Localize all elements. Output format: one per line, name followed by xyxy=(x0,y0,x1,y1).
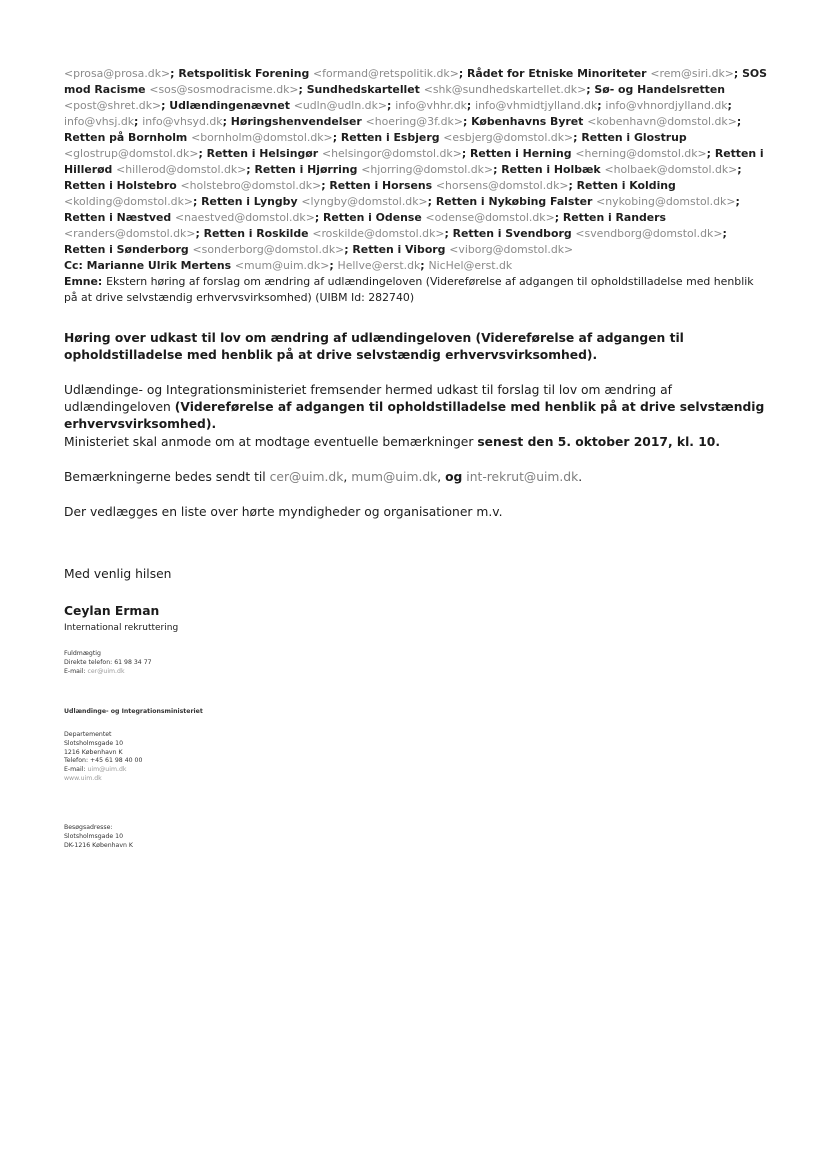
paragraph-deadline xyxy=(64,434,776,451)
recipient-name: Retten i Svendborg xyxy=(452,227,572,240)
recipient-email[interactable]: <shk@sundhedskartellet.dk> xyxy=(423,83,587,96)
recipient-name: Retten i Sønderborg xyxy=(64,243,189,256)
ministry-phone xyxy=(64,757,142,766)
paragraph-intro xyxy=(64,382,776,433)
recipient-email[interactable]: <post@shret.dk> xyxy=(64,99,162,112)
recipient-email[interactable]: info@vhsj.dk xyxy=(64,115,135,128)
intro-text: Udlændinge- og Integrationsministeriet fremsender hermed udkast til forslag til lov om ændring af udlændingeloven xyxy=(64,383,672,414)
cc-email[interactable]: Hellve@erst.dk xyxy=(337,259,421,272)
deadline-text: Ministeriet skal anmode om at modtage eventuelle bemærkninger xyxy=(64,435,474,449)
ministry-email xyxy=(64,766,142,775)
cc-label: Cc: xyxy=(64,259,83,272)
letter-heading: Høring over udkast til lov om ændring af udlændingeloven (Videreførelse af adgangen til opholdstilladelse med henblik på at drive selvstændig erhvervsvirksomhed). xyxy=(64,331,684,362)
recipient-list: <prosa@prosa.dk>; Retspolitisk Forening <formand@retspolitik.dk>; Rådet for Etniske Minoriteter <rem@siri.dk>; SOS mod Racisme <sos@sosmodracisme.dk>; Sundhedskartellet <shk@sundhedskartellet.dk>; Sø- og Handelsretten <post@shret.dk>; Udlændingenævnet <udln@udln.dk>; info@vhhr.dk; info@vhmidtjylland.dk; info@vhnordjylland.dk; info@vhsj.dk; info@vhsyd.dk; Høringshenvendelser <hoering@3f.dk>; Københavns Byret <kobenhavn@domstol.dk>; Retten på Bornholm <bornholm@domstol.dk>; Retten i Esbjerg <esbjerg@domstol.dk>; Retten i Glostrup <glostrup@domstol.dk>; Retten i Helsingør <helsingor@domstol.dk>; Retten i Herning <herning@domstol.dk>; Retten i Hillerød <hillerod@domstol.dk>; Retten i Hjørring <hjorring@domstol.dk>; Retten i Holbæk <holbaek@domstol.dk>; Retten i Holstebro <holstebro@domstol.dk>; Retten i Horsens <horsens@domstol.dk>; Retten i Kolding <kolding@domstol.dk>; Retten i Lyngby <lyngby@domstol.dk>; Retten i Nykøbing Falster <nykobing@domstol.dk>; Retten i Næstved <naestved@domstol.dk>; Retten i Odense <odense@domstol.dk>; Retten i Randers <randers@domstol.dk>; Retten i Roskilde <roskilde@domstol.dk>; Retten i Svendborg <svendborg@domstol.dk>; Retten i Sønderborg <sonderborg@domstol.dk>; Retten i Viborg <viborg@domstol.dk> Cc: Marianne Ulrik Mertens <mum@uim.dk>; Hellve@erst.dk; NicHel@erst.dk Emne: Ekstern høring af forslag om ændring af udlændingeloven (Videreførelse af adgangen til opholdstilladelse med henblik på at drive selvstændig erhvervsvirksomhed) (UIBM Id: 282740) xyxy=(64,67,768,304)
recipient-email[interactable]: <nykobing@domstol.dk> xyxy=(596,195,736,208)
recipient-name: Retspolitisk Forening xyxy=(178,67,310,80)
recipient-name: Retten i Herning xyxy=(470,147,572,160)
recipient-name: Retten i Næstved xyxy=(64,211,172,224)
subject-label: Emne: xyxy=(64,275,103,288)
recipient-name: Retten i Glostrup xyxy=(581,131,687,144)
recipient-email[interactable]: info@vhmidtjylland.dk xyxy=(475,99,598,112)
deadline-date: senest den 5. oktober 2017, kl. 10. xyxy=(477,435,721,449)
visit-label: Besøgsadresse: xyxy=(64,824,113,831)
recipient-name: Retten i Holbæk xyxy=(501,163,601,176)
recipient-name: Retten i Nykøbing Falster xyxy=(435,195,593,208)
recipient-email[interactable]: <horsens@domstol.dk> xyxy=(435,179,569,192)
recipient-name: SOS mod Racisme xyxy=(64,67,768,96)
recipient-email[interactable]: <sos@sosmodracisme.dk> xyxy=(149,83,299,96)
paragraph-attachment: Der vedlægges en liste over hørte myndigheder og organisationer m.v. xyxy=(64,505,503,519)
signer-title: Fuldmægtig xyxy=(64,650,101,657)
recipient-email[interactable]: <randers@domstol.dk> xyxy=(64,227,196,240)
email-label: E-mail: xyxy=(64,667,86,675)
recipient-name: Retten i Kolding xyxy=(576,179,676,192)
recipient-email[interactable]: <odense@domstol.dk> xyxy=(425,211,555,224)
recipient-email[interactable]: <svendborg@domstol.dk> xyxy=(575,227,723,240)
recipient-email[interactable]: <hillerod@domstol.dk> xyxy=(116,163,247,176)
visit-address xyxy=(64,824,133,850)
recipient-email[interactable]: <helsingor@domstol.dk> xyxy=(321,147,462,160)
cc-email[interactable]: NicHel@erst.dk xyxy=(428,259,513,272)
subject-text: Ekstern høring af forslag om ændring af udlændingeloven (Videreførelse af adgangen til opholdstilladelse med henblik på at drive selvstændig erhvervsvirksomhed) (UIBM Id: 282740) xyxy=(64,275,754,304)
cc-name: Marianne Ulrik Mertens xyxy=(86,259,232,272)
closing: Med venlig hilsen xyxy=(64,567,172,581)
recipient-email[interactable]: <naestved@domstol.dk> xyxy=(174,211,315,224)
email-link[interactable]: int-rekrut@uim.dk xyxy=(466,470,579,484)
recipient-email[interactable]: info@vhsyd.dk xyxy=(142,115,223,128)
recipient-name: Retten i Lyngby xyxy=(201,195,298,208)
tel-value: +45 61 98 40 00 xyxy=(90,757,143,765)
department: Departementet xyxy=(64,731,112,738)
recipient-name: Retten i Horsens xyxy=(329,179,433,192)
recipient-name: Sundhedskartellet xyxy=(306,83,420,96)
recipient-email[interactable]: <kolding@domstol.dk> xyxy=(64,195,194,208)
email-link[interactable]: uim@uim.dk xyxy=(87,766,127,774)
ministry-name: Udlændinge- og Integrationsministeriet xyxy=(64,708,203,715)
recipient-name: Udlændingenævnet xyxy=(169,99,290,112)
email-link[interactable]: mum@uim.dk xyxy=(351,470,438,484)
recipient-name: Københavns Byret xyxy=(471,115,584,128)
visit-street: Slotsholmsgade 10 xyxy=(64,832,124,840)
recipient-name: Sø- og Handelsretten xyxy=(594,83,726,96)
recipient-email[interactable]: <holstebro@domstol.dk> xyxy=(180,179,322,192)
paragraph-send-to: Bemærkningerne bedes sendt til cer@uim.dk, mum@uim.dk, og int-rekrut@uim.dk. xyxy=(64,470,583,484)
recipient-name: Retten i Viborg xyxy=(352,243,446,256)
recipient-name: Retten i Randers xyxy=(562,211,667,224)
recipient-email[interactable]: <viborg@domstol.dk> xyxy=(449,243,574,256)
recipient-email[interactable]: <holbaek@domstol.dk> xyxy=(604,163,738,176)
ministry-email-label: E-mail: xyxy=(64,766,86,774)
tel-label: Telefon: xyxy=(64,757,89,765)
recipient-name: Retten på Bornholm xyxy=(64,131,188,144)
signer-name: Ceylan Erman xyxy=(64,604,160,618)
recipient-email[interactable]: <udln@udln.dk> xyxy=(293,99,388,112)
recipient-email[interactable]: <roskilde@domstol.dk> xyxy=(312,227,445,240)
recipient-name: Retten i Holstebro xyxy=(64,179,177,192)
recipient-name: Høringshenvendelser xyxy=(230,115,362,128)
signer-email xyxy=(64,668,152,677)
visit-city: DK-1216 København K xyxy=(64,841,133,849)
recipient-email[interactable]: <formand@retspolitik.dk> xyxy=(313,67,459,80)
recipient-email[interactable]: info@vhhr.dk xyxy=(395,99,467,112)
signer-contact xyxy=(64,650,152,676)
email-link[interactable]: cer@uim.dk xyxy=(269,470,344,484)
conjunction: og xyxy=(445,470,463,484)
recipient-name: Rådet for Etniske Minoriteter xyxy=(467,67,647,80)
ministry-address xyxy=(64,731,142,784)
recipient-email[interactable]: <glostrup@domstol.dk> xyxy=(64,147,199,160)
website-link[interactable]: www.uim.dk xyxy=(64,774,102,782)
recipient-email[interactable]: <kobenhavn@domstol.dk> xyxy=(587,115,737,128)
email-link[interactable]: cer@uim.dk xyxy=(87,667,125,675)
recipient-name: Retten i Hillerød xyxy=(64,147,764,176)
recipient-email[interactable]: <rem@siri.dk> xyxy=(650,67,734,80)
signer-phone xyxy=(64,659,152,668)
signer-unit: International rekruttering xyxy=(64,623,179,633)
send-to-text: Bemærkningerne bedes sendt til xyxy=(64,470,266,484)
recipient-email[interactable]: <hoering@3f.dk> xyxy=(365,115,463,128)
recipient-name: Retten i Odense xyxy=(323,211,422,224)
recipient-name: Retten i Helsingør xyxy=(206,147,319,160)
phone-label: Direkte telefon: xyxy=(64,658,113,666)
street: Slotsholmsgade 10 xyxy=(64,739,124,747)
recipient-name: Retten i Esbjerg xyxy=(340,131,440,144)
phone-value: 61 98 34 77 xyxy=(114,658,152,666)
cc-email[interactable]: <mum@uim.dk> xyxy=(234,259,330,272)
recipient-email[interactable]: <herning@domstol.dk> xyxy=(575,147,707,160)
recipient-email[interactable]: <sonderborg@domstol.dk> xyxy=(192,243,345,256)
recipient-email[interactable]: <hjorring@domstol.dk> xyxy=(361,163,494,176)
recipient-email[interactable]: info@vhnordjylland.dk xyxy=(605,99,728,112)
recipient-name: Retten i Hjørring xyxy=(254,163,358,176)
recipient-email[interactable]: <bornholm@domstol.dk> xyxy=(191,131,333,144)
recipient-name: Retten i Roskilde xyxy=(203,227,309,240)
city: 1216 København K xyxy=(64,748,123,756)
recipient-email[interactable]: <prosa@prosa.dk> xyxy=(64,67,171,80)
intro-bill-title: (Videreførelse af adgangen til opholdstilladelse med henblik på at drive selvstændig erhvervsvirksomhed). xyxy=(64,400,765,431)
recipient-email[interactable]: <esbjerg@domstol.dk> xyxy=(443,131,574,144)
recipient-email[interactable]: <lyngby@domstol.dk> xyxy=(301,195,428,208)
